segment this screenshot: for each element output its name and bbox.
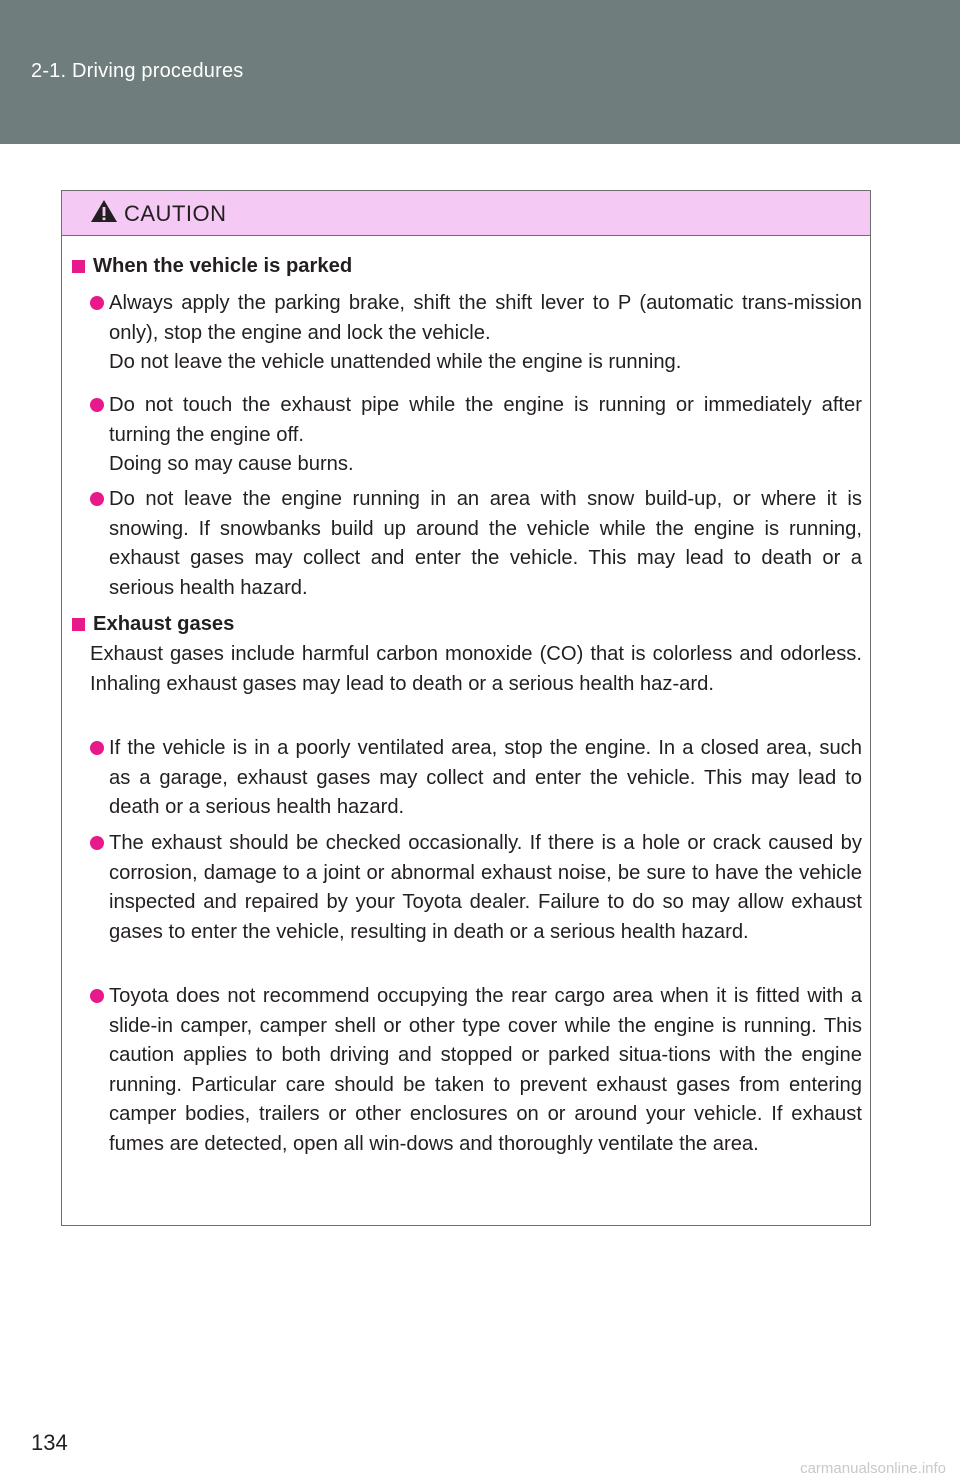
subheading-exhaust: Exhaust gases — [72, 610, 862, 640]
page-header — [0, 0, 960, 144]
watermark: carmanualsonline.info — [800, 1460, 946, 1477]
round-bullet-icon — [90, 741, 104, 755]
intro-paragraph: Exhaust gases include harmful carbon monoxide (CO) that is colorless and odorless. Inhaling exhaust gases may lead to death or a serious health haz-ard. — [90, 643, 862, 695]
caution-header — [62, 191, 870, 236]
page-number: 134 — [31, 1430, 68, 1455]
caution-box: CAUTION When the vehicle is parked Always apply the parking brake, shift the shift lever to P (automatic trans-mission only), stop the engine and lock the vehicle. Do not leave the vehicle unattended while the engine is running. Do not touch the exhaust pipe while the engine is running or immediately after turning the engine off. Doing so may cause burns. Do not leave the engine running in an area with snow build-up, or where it is snowing. If snowbanks build up around the vehicle while the engine is running, exhaust gases may collect and enter the vehicle. This may lead to death or a serious health hazard. Exhaust gases Exhaust gases include harmful carbon monoxide (CO) that is colorless and odorless. Inhaling exhaust gases may lead to death or a serious health haz-ard. If the vehicle is in a poorly ventilated area, stop the engine. In a closed area, such as a garage, exhaust gases may collect and enter the vehicle. This may lead to death or a serious health hazard. The exhaust should be checked occasionally. If there is a hole or crack caused by corrosion, damage to a joint or abnormal exhaust noise, be sure to have the vehicle inspected and repaired by your Toyota dealer. Failure to do so may allow exhaust gases to enter the vehicle, resulting in death or a serious health hazard. Toyota does not recommend occupying the rear cargo area when it is fitted with a slide-in camper, camper shell or other type cover while the engine is running. This caution applies to both driving and stopped or parked situa-tions with the engine running. Particular care should be taken to prevent exhaust gases from entering camper bodies, trailers or other enclosures on or around your vehicle. If exhaust fumes are detected, open all win-dows and thoroughly ventilate the area. — [61, 190, 871, 1226]
round-bullet-icon — [90, 398, 104, 412]
round-bullet-icon — [90, 836, 104, 850]
subheading-parked: When the vehicle is parked — [72, 252, 862, 282]
round-bullet-icon — [90, 989, 104, 1003]
warning-triangle-icon — [90, 199, 118, 223]
caution-label: CAUTION — [124, 201, 227, 226]
section-title: 2-1. Driving procedures — [31, 60, 244, 82]
square-bullet-icon — [72, 618, 85, 631]
round-bullet-icon — [90, 492, 104, 506]
square-bullet-icon — [72, 260, 85, 273]
round-bullet-icon — [90, 296, 104, 310]
